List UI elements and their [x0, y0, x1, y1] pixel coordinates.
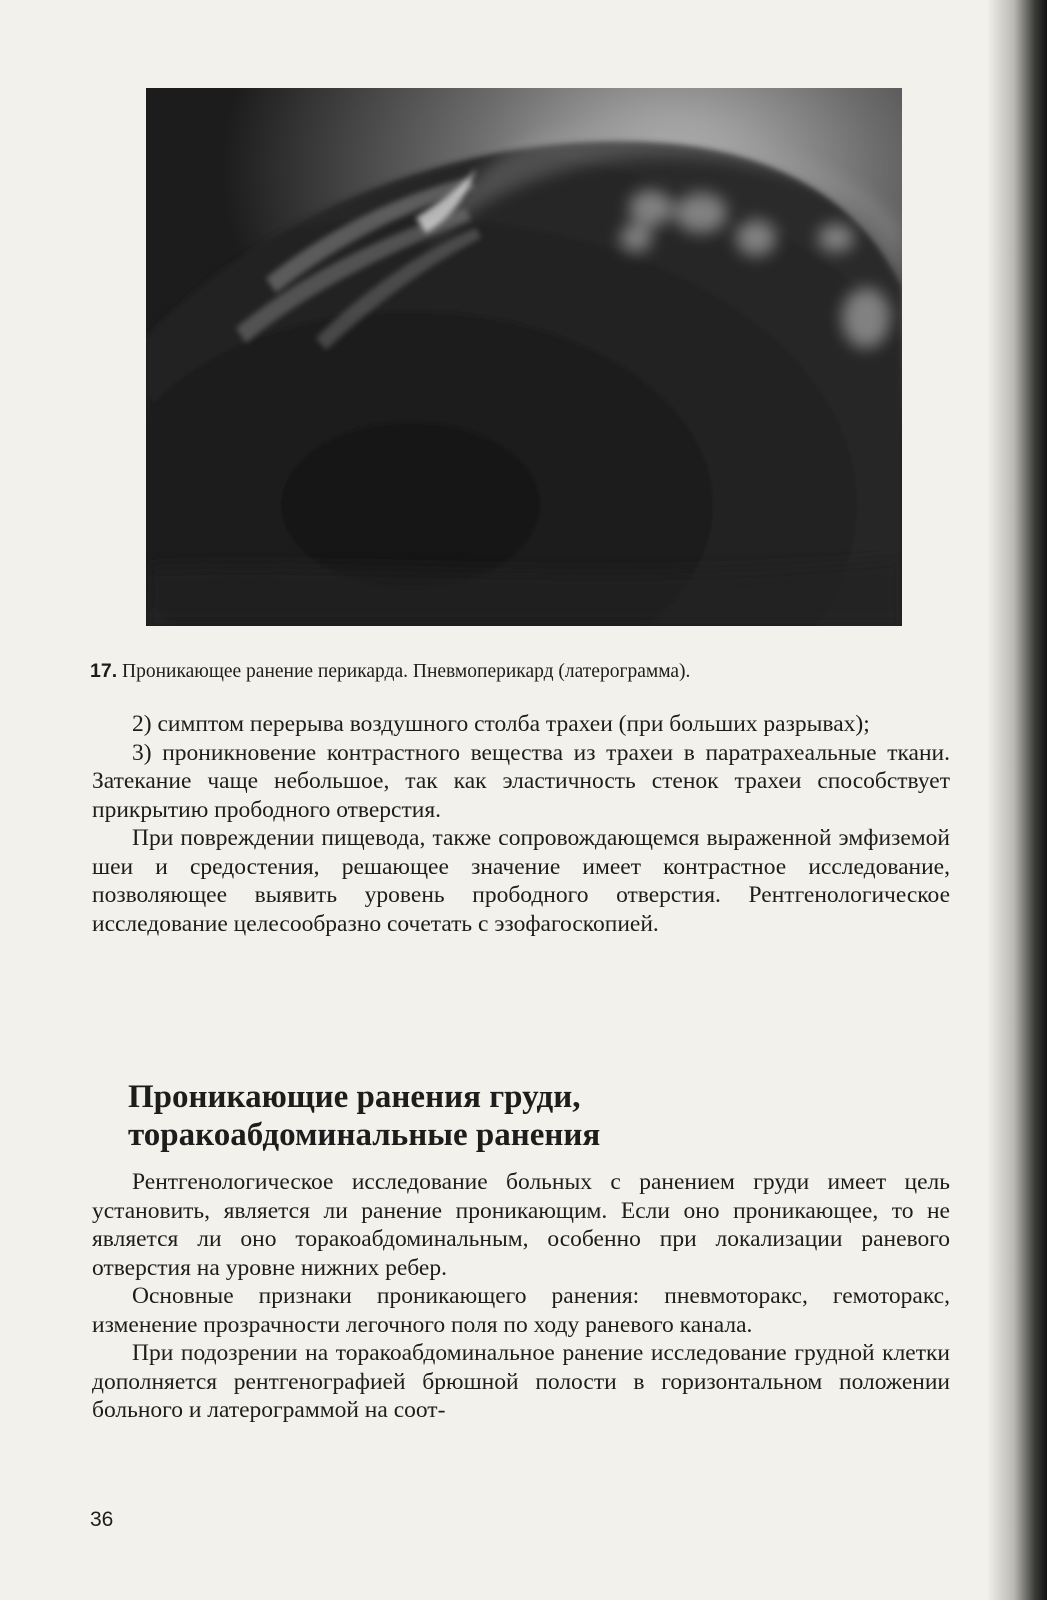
figure-caption	[90, 660, 950, 683]
body-text-bottom	[92, 1168, 950, 1425]
paragraph: Рентгенологическое исследование больных с ранением груди имеет цель установить, является ли ранение проникающим. Если оно проникающее, то не является ли оно торакоабдоминальным, особенно при локализации раневого отверстия на уровне нижних ребер.	[92, 1169, 950, 1281]
section-heading-line: торакоабдоминальные ранения	[128, 1117, 601, 1153]
paragraph: 3) проникновение контрастного вещества из трахеи в паратрахеальные ткани. Затекание чаще небольшое, так как эластичность стенок трахеи способствует прикрытию прободного отверстия.	[92, 739, 950, 823]
figure-number: 17.	[90, 660, 118, 682]
section-heading	[128, 1078, 948, 1154]
body-text-top	[92, 710, 950, 938]
page-edge-shadow	[987, 0, 1047, 1600]
paragraph: При подозрении на торакоабдоминальное ранение исследование грудной клетки дополняется рентгенографией брюшной полости в горизонтальном положении больного и латерограммой на соот-	[92, 1340, 950, 1423]
paragraph: Основные признаки проникающего ранения: пневмоторакс, гемоторакс, изменение прозрачности легочного поля по ходу раневого канала.	[92, 1283, 950, 1338]
xray-image	[146, 88, 902, 626]
figure-caption-text: Проникающее ранение перикарда. Пневмоперикард (латерограмма).	[121, 661, 691, 682]
paragraph: 2) симптом перерыва воздушного столба трахеи (при больших разрывах);	[132, 711, 870, 737]
section-heading-line: Проникающие ранения груди,	[128, 1079, 581, 1115]
paragraph: При повреждении пищевода, также сопровождающемся выраженной эмфиземой шеи и средостения, решающее значение имеет контрастное исследование, позволяющее выявить уровень прободного отверстия. Рентгенологическое исследование целесообразно сочетать с эзофагоскопией.	[92, 825, 950, 937]
page-number: 36	[90, 1508, 114, 1531]
xray-figure	[146, 88, 902, 626]
